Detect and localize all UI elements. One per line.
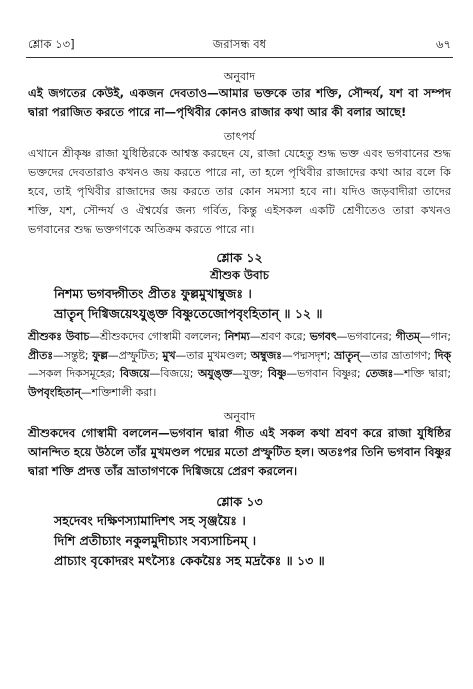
verse-13-title: শ্লোক ১৩	[216, 494, 263, 509]
synonym-word: নিশম্য	[224, 330, 250, 343]
synonym-word: বিষ্ণু	[267, 367, 287, 380]
synonym-word: গীতম্	[395, 330, 420, 343]
synonym-meaning: ভগবানের;	[347, 330, 393, 343]
synonym-meaning: শক্তি দ্বারা;	[404, 367, 451, 380]
synonym-word: ফুল্ল	[92, 348, 108, 362]
synonym-meaning: যুক্ত;	[242, 367, 264, 380]
translation-heading-2: অনুবাদ	[223, 410, 256, 423]
synonym-meaning: সন্তুষ্ট;	[63, 348, 89, 362]
page-number: ৬৭	[436, 37, 451, 51]
translation-text: এই জগতের কেউই, একজন দেবতাও—আমার ভক্তকে তার শক্তি, সৌন্দর্য, যশ বা সম্পদ দ্বারা পরাজিত করতে পারে না—পৃথিবীর কোনও রাজার কথা আর কী বলার আছে!	[28, 86, 451, 119]
synonym-word: মুখ	[162, 348, 176, 362]
verse-12-title: শ্লোক ১২	[216, 250, 263, 265]
synonym-meaning: সকল দিকসমূহের;	[38, 367, 116, 380]
synonym-word: দিক্	[434, 348, 451, 362]
synonym-word: তেজঃ	[365, 367, 394, 380]
synonym-word: উপবৃংহিতান্	[28, 385, 81, 399]
verse-13-line-3: প্রাচ্যাং বৃকোদরং মৎস্যৈঃ কেকয়ৈঃ সহ মদ্রকৈঃ ॥ ১৩ ॥	[54, 553, 325, 568]
synonym-meaning: গান;	[430, 330, 451, 343]
synonym-meaning: তার ভ্রাতাগণ;	[370, 348, 431, 362]
verse-12-line-1: নিশম্য ভগবদ্গীতং প্রীতঃ ফুল্লমুখাম্বুজঃ ।	[54, 286, 252, 301]
synonym-meaning: ভগবান বিষ্ণুর;	[297, 367, 361, 380]
synonym-word: শ্রীশুকঃ উবাচ	[28, 330, 90, 343]
verse-12-line-2: ভ্রাতৄন্ দিগ্বিজয়েঽযুঙ্ক্ত বিষ্ণুতেজোপবৃংহিতান্ ॥ ১২ ॥	[54, 306, 323, 321]
synonym-meaning: বিজয়ে;	[160, 367, 194, 380]
synonym-word: প্রীতঃ	[28, 348, 54, 362]
synonym-meaning: শক্তিশালী করা।	[91, 385, 157, 399]
verse-12-speaker: শ্রীশুক উবাচ	[210, 268, 269, 282]
page-content	[28, 70, 451, 571]
synonym-word: অযুঙ্ক্ত	[198, 367, 233, 380]
header-rule	[26, 57, 453, 58]
synonym-word: বিজয়ে	[119, 367, 150, 380]
translation-text-2: শ্রীশুকদেব গোস্বামী বললেন—ভগবান দ্বারা গীত এই সকল কথা শ্রবণ করে রাজা যুধিষ্ঠির আনন্দিত হয়ে উঠলে তাঁর মুখমণ্ডল পদ্মের মতো প্রস্ফুটিত হল। অতঃপর তিনি ভগবান বিষ্ণুর দ্বারা শক্তি প্রদত্ত তাঁর ভ্রাতাগণকে দিগ্বিজয়ে প্রেরণ করলেন।	[28, 426, 451, 478]
verse-13-line-1: সহদেবং দক্ষিণস্যামাদিশৎ সহ সৃঞ্জয়ৈঃ ।	[54, 513, 246, 528]
verse-13-line-2: দিশি প্রতীচ্যাং নকুলমুদীচ্যাং সব্যসাচিনম্ ।	[54, 533, 257, 548]
synonym-word: অম্বুজঃ	[250, 348, 282, 362]
synonym-word: ভ্রাতৄন্	[334, 348, 360, 362]
header-chapter-title: জরাসন্ধ বধ	[212, 37, 267, 51]
synonym-word: ভগবৎ	[309, 330, 337, 343]
synonym-meaning: প্রস্ফুটিত;	[118, 348, 159, 362]
synonym-meaning: পদ্মসদৃশ;	[292, 348, 331, 362]
purport-text: এখানে শ্রীকৃষ্ণ রাজা যুধিষ্ঠিরকে আশ্বস্ত করছেন যে, রাজা যেহেতু শুদ্ধ ভক্ত এবং ভগবানের শুদ্ধ ভক্তদের দেবতারাও কখনও জয় করতে পারে না, তা হলে পৃথিবীর রাজাদের কথা আর বলে কি হবে, তাই পৃথিবীর রাজাদের জয় করতে তার কোন সমস্যা হবে না। যদিও জড়বাদীরা তাদের শক্তি, যশ, সৌন্দর্য ও ঐশ্বর্যের জন্য গর্বিত, কিন্তু এইসকল একটি শ্রেণীতেও তারা কখনও ভগবানের শুদ্ধ ভক্তগণকে অতিক্রম করতে পারে না।	[28, 147, 451, 236]
verse-12-synonyms: শ্রীশুকঃ উবাচ—শ্রীশুকদেব গোস্বামী বললেন; নিশম্য—শ্রবণ করে; ভগবৎ—ভগবানের; গীতম্—গান; প্রীতঃ—সন্তুষ্ট; ফুল্ল—প্রস্ফুটিত; মুখ—তার মুখমণ্ডল; অম্বুজঃ—পদ্মসদৃশ; ভ্রাতৄন্—তার ভ্রাতাগণ; দিক্—সকল দিকসমূহের; বিজয়ে—বিজয়ে; অযুঙ্ক্ত—যুক্ত; বিষ্ণু—ভগবান বিষ্ণুর; তেজঃ—শক্তি দ্বারা; উপবৃংহিতান্—শক্তিশালী করা।	[28, 330, 451, 399]
synonym-meaning: তার মুখমণ্ডল;	[186, 348, 248, 362]
running-header	[28, 36, 451, 52]
purport-heading: তাৎপর্য	[223, 130, 256, 143]
synonym-meaning: শ্রীশুকদেব গোস্বামী বললেন;	[99, 330, 222, 343]
header-verse-ref: শ্লোক ১৩]	[28, 37, 75, 51]
translation-heading: অনুবাদ	[223, 70, 256, 83]
synonym-meaning: শ্রবণ করে;	[260, 330, 307, 343]
